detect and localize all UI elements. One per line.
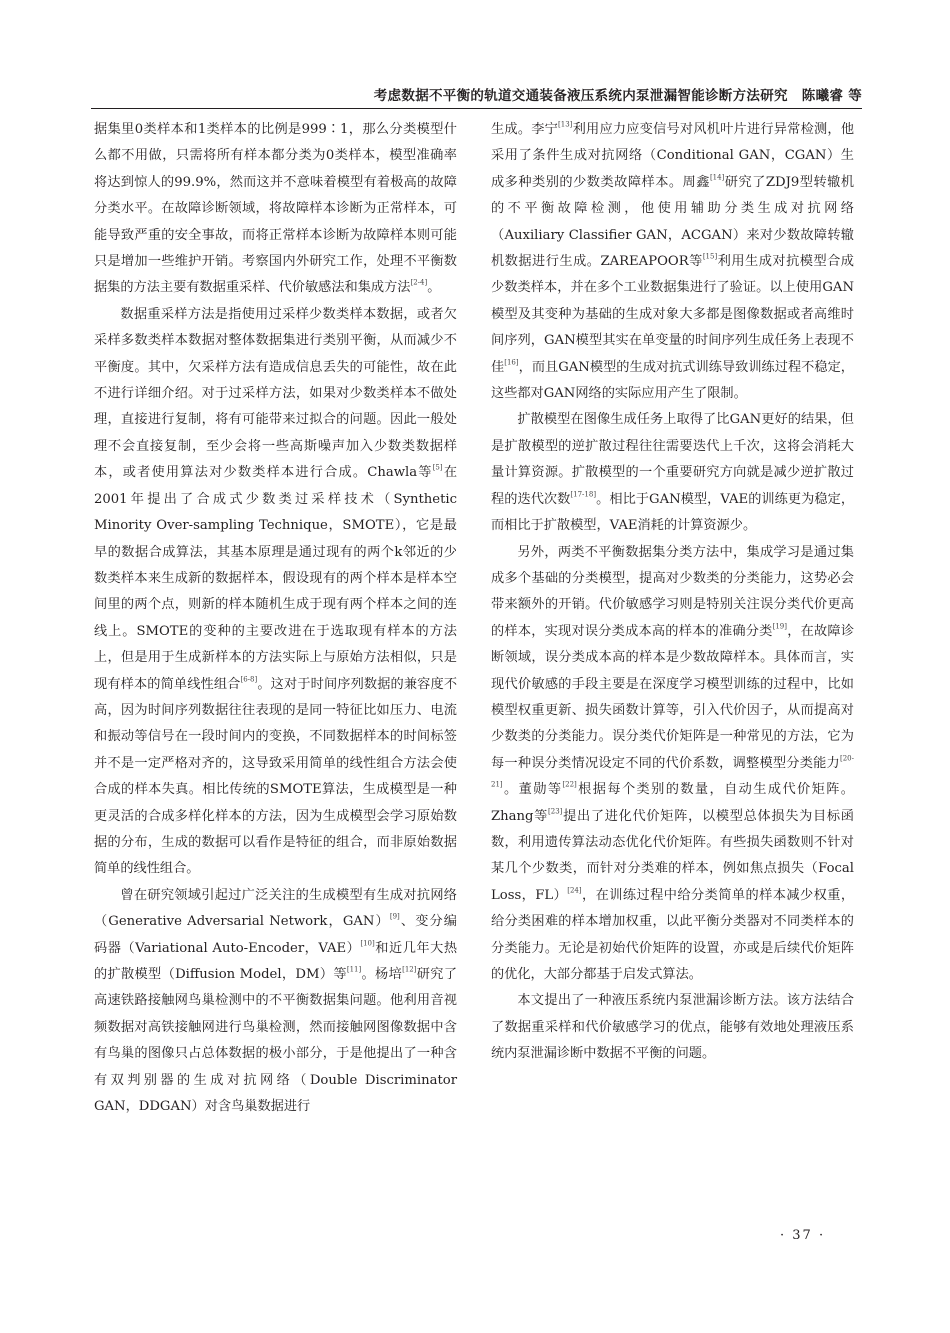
paragraph: 扩散模型在图像生成任务上取得了比GAN更好的结果，但是扩散模型的逆扩散过程往往需要迭代上千次，这将会消耗大量计算资源。扩散模型的一个重要研究方向就是减少逆扩散过程的迭代次数[17-18]。相比于GAN模型，VAE的训练更为稳定，而相比于扩散模型，VAE消耗的计算资源少。 (491, 412, 855, 534)
citation: [22] (562, 780, 577, 789)
citation: [9] (389, 912, 400, 921)
citation: [15] (702, 252, 718, 261)
citation: [12] (402, 965, 417, 974)
citation: [16] (504, 358, 519, 367)
paragraph: 曾在研究领域引起过广泛关注的生成模型有生成对抗网络（Generative Adversarial Network，GAN）[9]、变分编码器（Variational Auto-Encoder，VAE）[10]和近几年大热的扩散模型（Diffusion Model，DM）等[11]。杨培[12]研究了高速铁路接触网鸟巢检测中的不平衡数据集问题。他利用音视频数据对高铁接触网进行鸟巢检测，然而接触网图像数据中含有鸟巢的图像只占总体数据的极小部分，于是他提出了一种含有双判别器的生成对抗网络（Double Discriminator GAN，DDGAN）对含鸟巢数据进行 (94, 887, 458, 1115)
running-authors: 陈曦睿 等 (801, 88, 862, 104)
citation: [17-18] (570, 490, 597, 499)
paragraph: 生成。李宁[13]利用应力应变信号对风机叶片进行异常检测，他采用了条件生成对抗网络（Conditional GAN，CGAN）生成多种类别的少数类故障样本。周鑫[14]研究了ZDJ9型转辙机的不平衡故障检测，他使用辅助分类生成对抗网络（Auxiliary Classifier GAN，ACGAN）来对少数故障转辙机数据进行生成。ZAREAPOOR等[15]利用生成对抗模型合成少数类样本，并在多个工业数据集进行了验证。以上使用GAN模型及其变种为基础的生成对象大多都是图像数据或者高维时间序列，GAN模型其实在单变量的时间序列生成任务上表现不佳[16]，而且GAN模型的生成对抗式训练导致训练过程不稳定，这些都对GAN网络的实际应用产生了限制。 (491, 120, 855, 402)
running-header (91, 84, 862, 104)
citation: [10] (360, 939, 375, 948)
paragraph: 据集里0类样本和1类样本的比例是999∶1，那么分类模型什么都不用做，只需将所有样本都分类为0类样本，模型准确率将达到惊人的99.9%，然而这并不意味着模型有着极高的故障分类水平。在故障诊断领域，将故障样本诊断为正常样本，可能导致严重的安全事故，而将正常样本诊断为故障样本则可能只是增加一些维护开销。考察国内外研究工作，处理不平衡数据集的方法主要有数据重采样、代价敏感法和集成方法[2-4]。 (94, 122, 457, 296)
header-rule (91, 108, 862, 109)
paragraph: 数据重采样方法是指使用过采样少数类样本数据，或者欠采样多数类样本数据对整体数据集进行类别平衡，从而减少不平衡度。其中，欠采样方法有造成信息丢失的可能性，故在此不进行详细介绍。对于过采样方法，如果对少数类样本不做处理，直接进行复制，将有可能带来过拟合的问题。因此一般处理不会直接复制，至少会将一些高斯噪声加入少数类数据样本，或者使用算法对少数类样本进行合成。Chawla等[5]在2001年提出了合成式少数类过采样技术（Synthetic Minority Over-sampling Technique，SMOTE），它是最早的数据合成算法，其基本原理是通过现有的两个k邻近的少数类样本来生成新的数据样本，假设现有的两个样本是样本空间里的两个点，则新的样本随机生成于现有两个样本之间的连线上。SMOTE的变种的主要改进在于选取现有样本的方法上，但是用于生成新样本的方法实际上与原始方法相似，只是现有样本的简单线性组合[6-8]。这对于时间序列数据的兼容度不高，因为时间序列数据往往表现的是同一特征比如压力、电流和振动等信号在一段时间内的变换，不同数据样本的时间标签并不是一定严格对齐的，这导致采用简单的线性组合方法会使合成的样本失真。相比传统的SMOTE算法，生成模型是一种更灵活的合成多样化样本的方法，因为生成模型会学习原始数据的分布，生成的数据可以看作是特征的组合，而非原始数据简单的线性组合。 (94, 306, 458, 877)
citation: [23] (548, 807, 563, 816)
right-column (491, 117, 854, 1068)
left-column (94, 117, 457, 1120)
citation: [2-4] (410, 279, 428, 288)
citation: [19] (772, 622, 787, 631)
paragraph: 本文提出了一种液压系统内泵泄漏诊断方法。该方法结合了数据重采样和代价敏感学习的优点，能够有效地处理液压系统内泵泄漏诊断中数据不平衡的问题。 (491, 993, 854, 1062)
page-number: · 37 · (780, 1228, 826, 1243)
citation: [5] (432, 463, 443, 472)
citation: [14] (709, 173, 725, 182)
citation: [6-8] (240, 675, 258, 684)
citation: [20-21] (491, 754, 854, 789)
running-title: 考虑数据不平衡的轨道交通装备液压系统内泵泄漏智能诊断方法研究 (373, 88, 788, 104)
citation: [13] (558, 120, 573, 129)
citation: [11] (346, 965, 362, 974)
paragraph: 另外，两类不平衡数据集分类方法中，集成学习是通过集成多个基础的分类模型，提高对少数类的分类能力，这势必会带来额外的开销。代价敏感学习则是特别关注误分类代价更高的样本，实现对误分类成本高的样本的准确分类[19]，在故障诊断领域，误分类成本高的样本是少数故障样本。具体而言，实现代价敏感的手段主要是在深度学习模型训练的过程中，比如模型权重更新、损失函数计算等，引入代价因子，从而提高对少数类的分类能力。误分类代价矩阵是一种常见的方法，它为每一种误分类情况设定不同的代价系数，调整模型分类能力[20-21]。董勋等[22]根据每个类别的数量，自动生成代价矩阵。Zhang等[23]提出了进化代价矩阵，以模型总体损失为目标函数，利用遗传算法动态优化代价矩阵。有些损失函数则不针对某几个少数类，而针对分类难的样本，例如焦点损失（Focal Loss，FL）[24]，在训练过程中给分类简单的样本减少权重，给分类困难的样本增加权重，以此平衡分类器对不同类样本的分类能力。无论是初始代价矩阵的设置，亦或是后续代价矩阵的优化，大部分都基于启发式算法。 (491, 544, 855, 982)
citation: [24] (567, 886, 582, 895)
